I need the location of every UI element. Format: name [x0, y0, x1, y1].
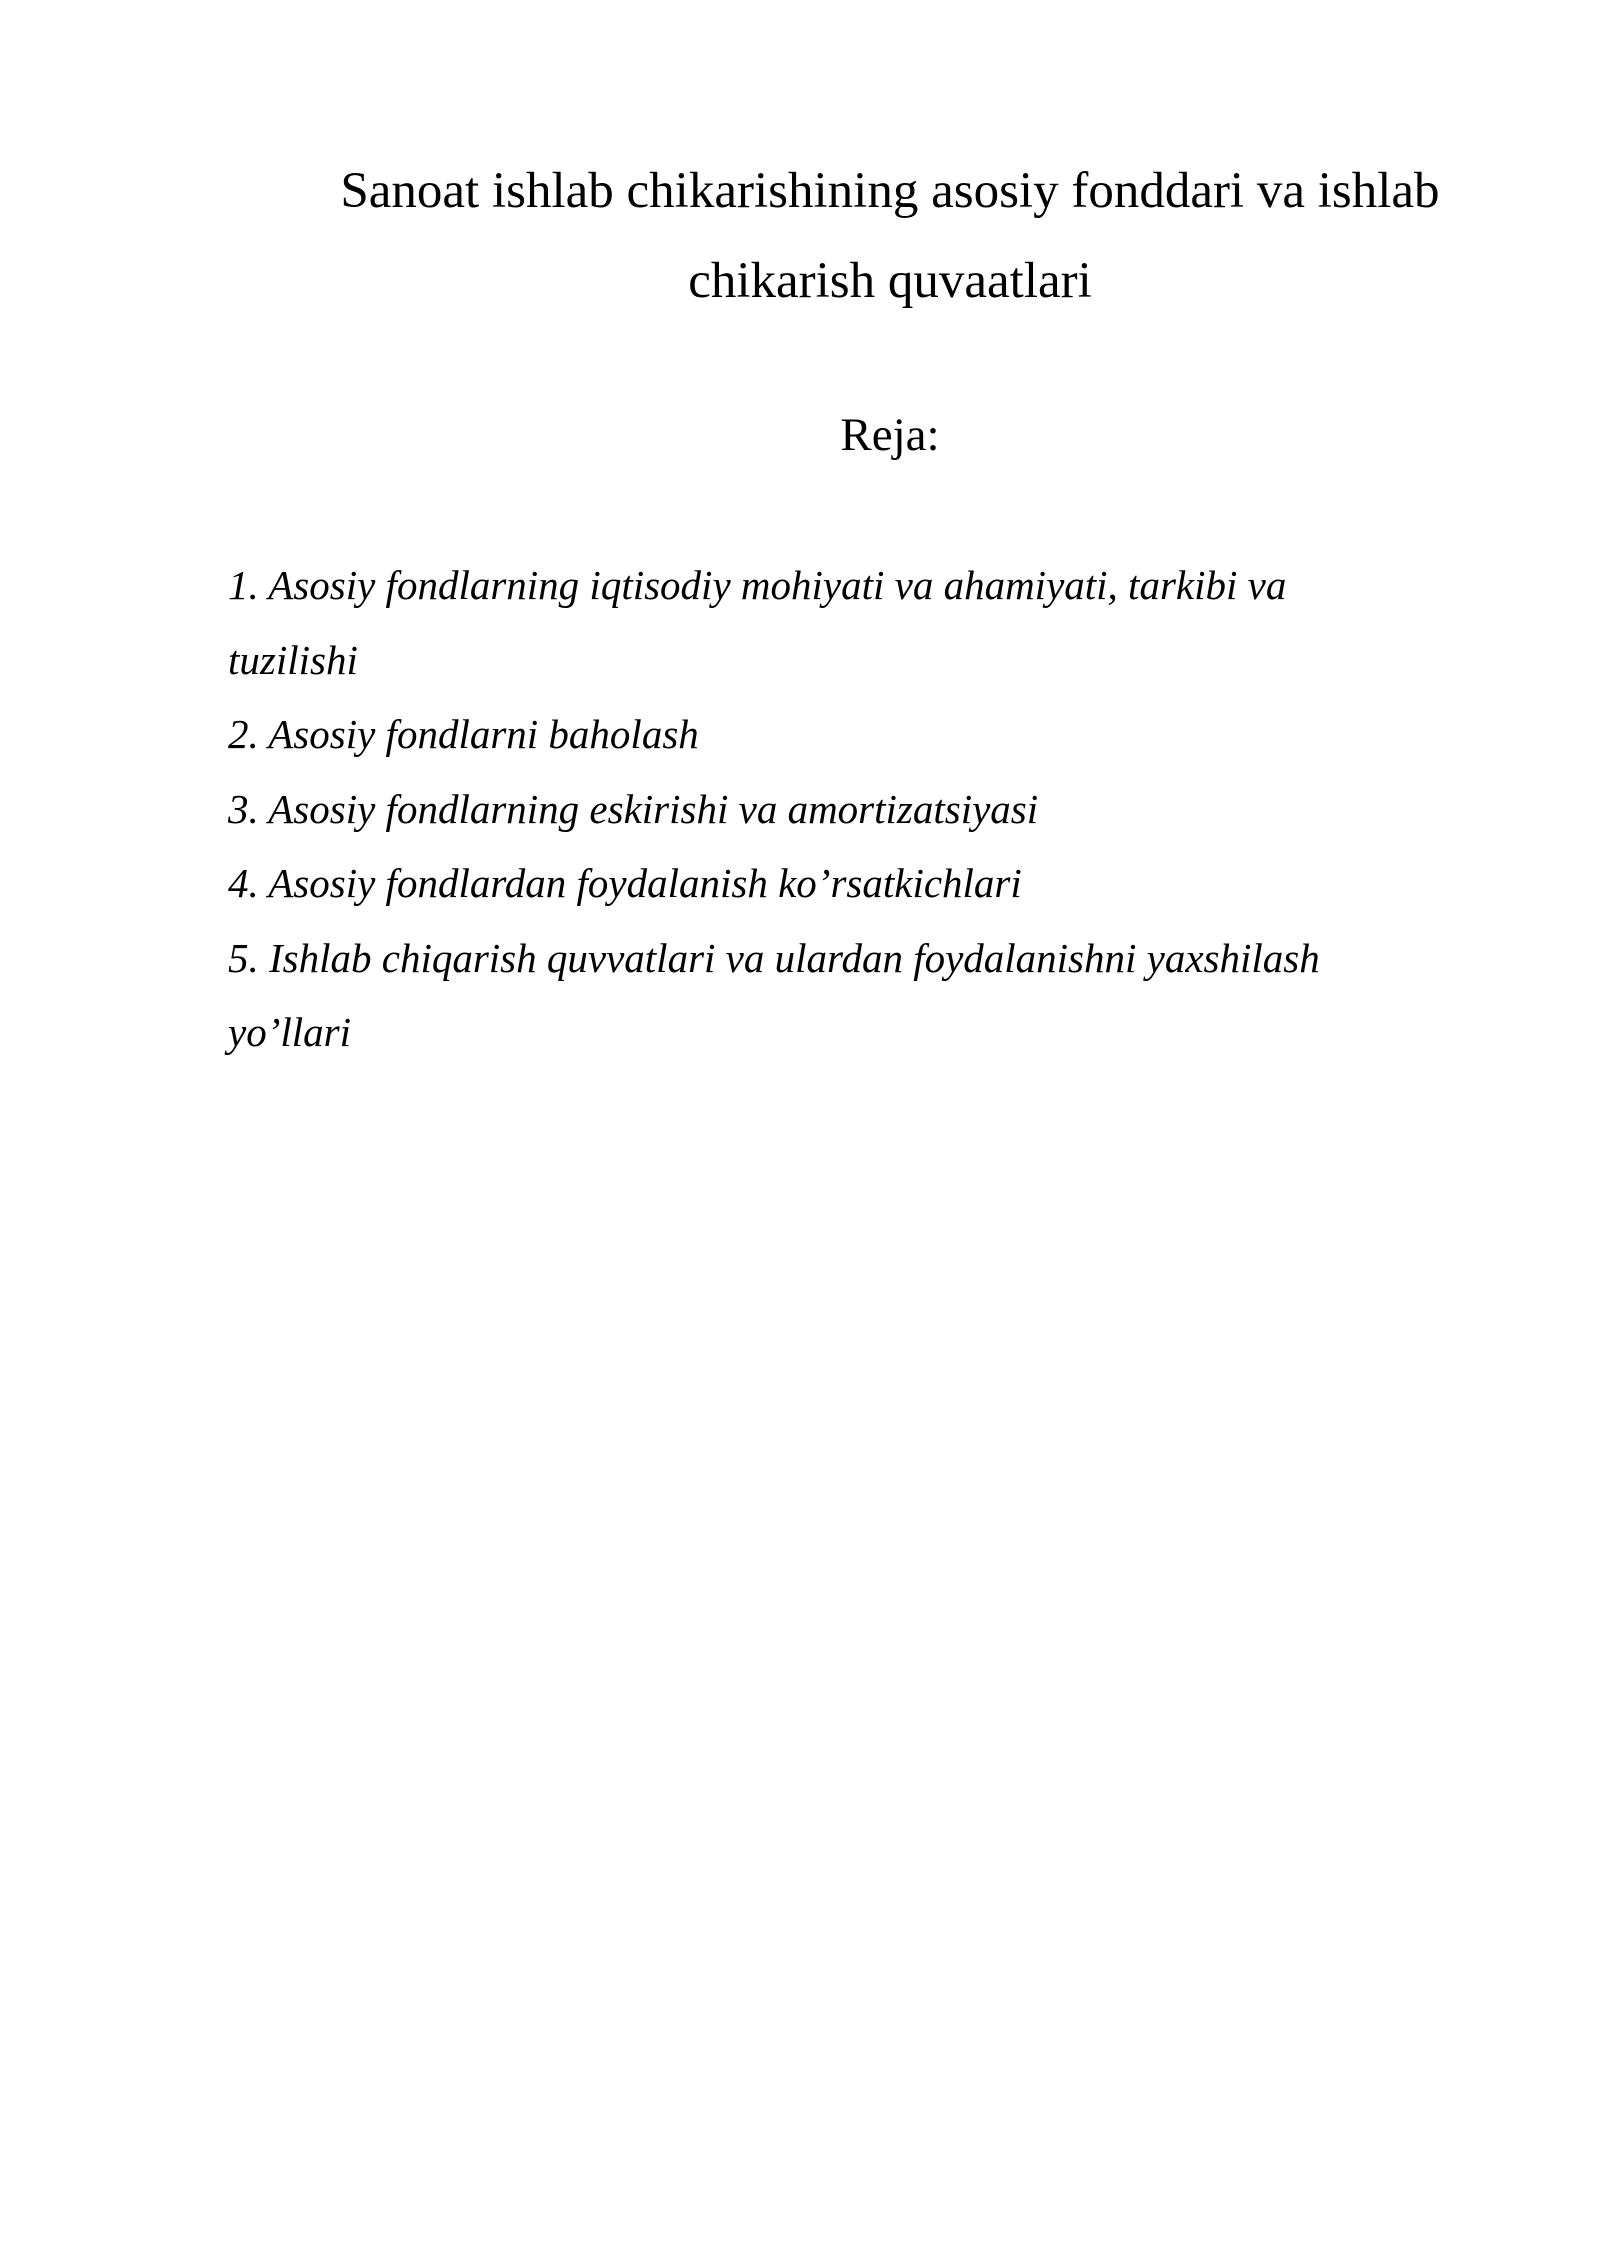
- plan-item-2: [228, 697, 1428, 772]
- plan-heading: Reja:: [840, 409, 940, 461]
- plan-item-4: [228, 846, 1428, 921]
- plan-item-1-line-1: 1. Asosiy fondlarning iqtisodiy mohiyati va ahamiyati, tarkibi va: [228, 562, 1287, 608]
- plan-item-4-text: 4. Asosiy fondlardan foydalanish ko’rsatkichlari: [228, 860, 1022, 906]
- plan-item-5-line-2: yo’llari: [228, 1009, 351, 1055]
- plan-list: [228, 548, 1428, 1070]
- document-title-line-1: Sanoat ishlab chikarishining asosiy fonddari va ishlab: [340, 163, 1440, 219]
- document-title: [300, 146, 1480, 326]
- plan-item-5: [228, 921, 1428, 1070]
- plan-item-3: [228, 772, 1428, 847]
- plan-item-2-text: 2. Asosiy fondlarni baholash: [228, 711, 699, 757]
- plan-item-3-text: 3. Asosiy fondlarning eskirishi va amortizatsiyasi: [228, 785, 1039, 832]
- document-title-line-2: chikarish quvaatlari: [688, 253, 1092, 309]
- plan-item-5-line-1: 5. Ishlab chiqarish quvvatlari va ulardan foydalanishni yaxshilash: [228, 934, 1320, 981]
- plan-item-1-line-2: tuzilishi: [228, 636, 358, 683]
- plan-item-1: [228, 548, 1428, 697]
